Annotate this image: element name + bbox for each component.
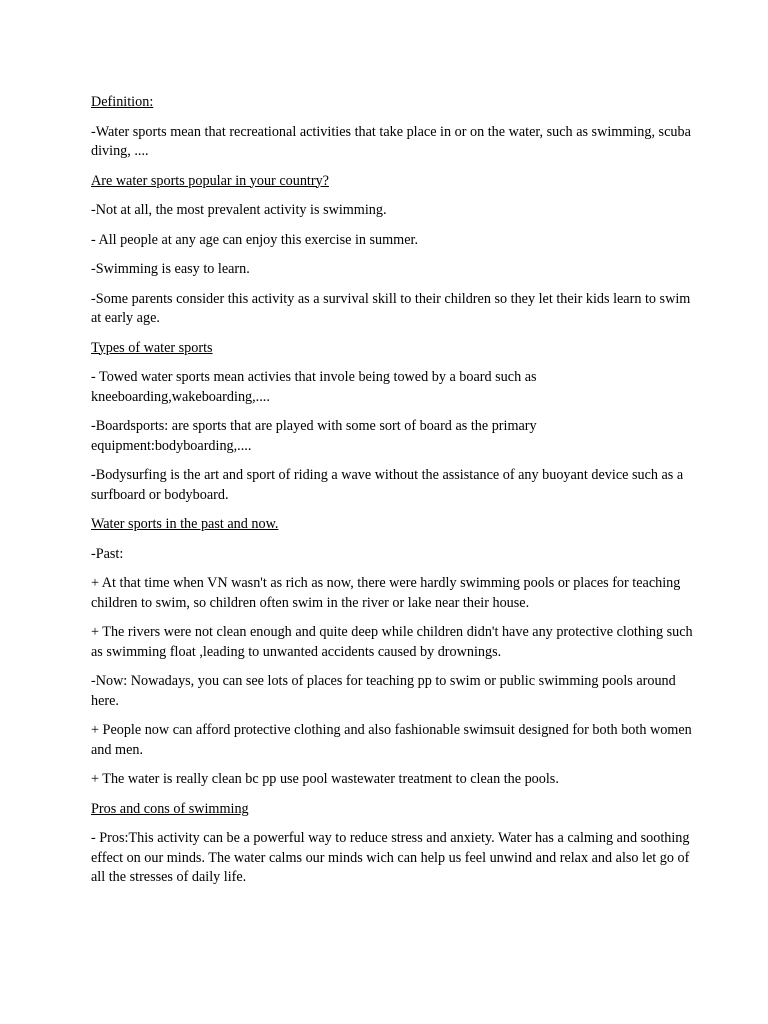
paragraph-past-label: -Past: xyxy=(91,545,124,562)
paragraph-popularity-4: -Some parents consider this activity as a survival skill to their children so they let their kids learn to swim at early age. xyxy=(91,290,691,326)
paragraph-popularity-2: - All people at any age can enjoy this exercise in summer. xyxy=(91,231,418,248)
paragraph-now-1: -Now: Nowadays, you can see lots of places for teaching pp to swim or public swimming pools around here. xyxy=(91,673,676,709)
paragraph-types-3: -Bodysurfing is the art and sport of riding a wave without the assistance of any buoyant device such as a surfboard or bodyboard. xyxy=(91,467,684,503)
paragraph-past-1: + At that time when VN wasn't as rich as now, there were hardly swimming pools or places for teaching children to swim, so children often swim in the river or lake near their house. xyxy=(91,575,681,611)
section-heading-popularity: Are water sports popular in your country? xyxy=(91,172,329,189)
paragraph-now-2: + People now can afford protective clothing and also fashionable swimsuit designed for both both women and men. xyxy=(91,722,692,758)
paragraph-types-2: -Boardsports: are sports that are played with some sort of board as the primary equipment:bodyboarding,.... xyxy=(91,418,537,454)
paragraph-now-3: + The water is really clean bc pp use pool wastewater treatment to clean the pools. xyxy=(91,771,559,787)
paragraph-popularity-3: -Swimming is easy to learn. xyxy=(91,261,250,277)
paragraph-definition: -Water sports mean that recreational activities that take place in or on the water, such as swimming, scuba diving, .... xyxy=(91,123,691,159)
paragraph-past-2: + The rivers were not clean enough and quite deep while children didn't have any protective clothing such as swimming float ,leading to unwanted accidents caused by drownings. xyxy=(91,624,693,660)
section-heading-definition: Definition: xyxy=(91,94,154,110)
document-body xyxy=(91,93,695,898)
paragraph-popularity-1: -Not at all, the most prevalent activity is swimming. xyxy=(91,202,387,218)
section-heading-past-and-now: Water sports in the past and now. xyxy=(91,516,279,532)
paragraph-types-1: - Towed water sports mean activies that invole being towed by a board such as kneeboarding,wakeboarding,.... xyxy=(91,369,537,405)
section-heading-pros-cons: Pros and cons of swimming xyxy=(91,800,249,817)
section-heading-types: Types of water sports xyxy=(91,339,213,356)
paragraph-pros: - Pros:This activity can be a powerful way to reduce stress and anxiety. Water has a calming and soothing effect on our minds. The water calms our minds wich can help us feel unwind and relax and also let go of all the stresses of daily life. xyxy=(91,830,690,885)
